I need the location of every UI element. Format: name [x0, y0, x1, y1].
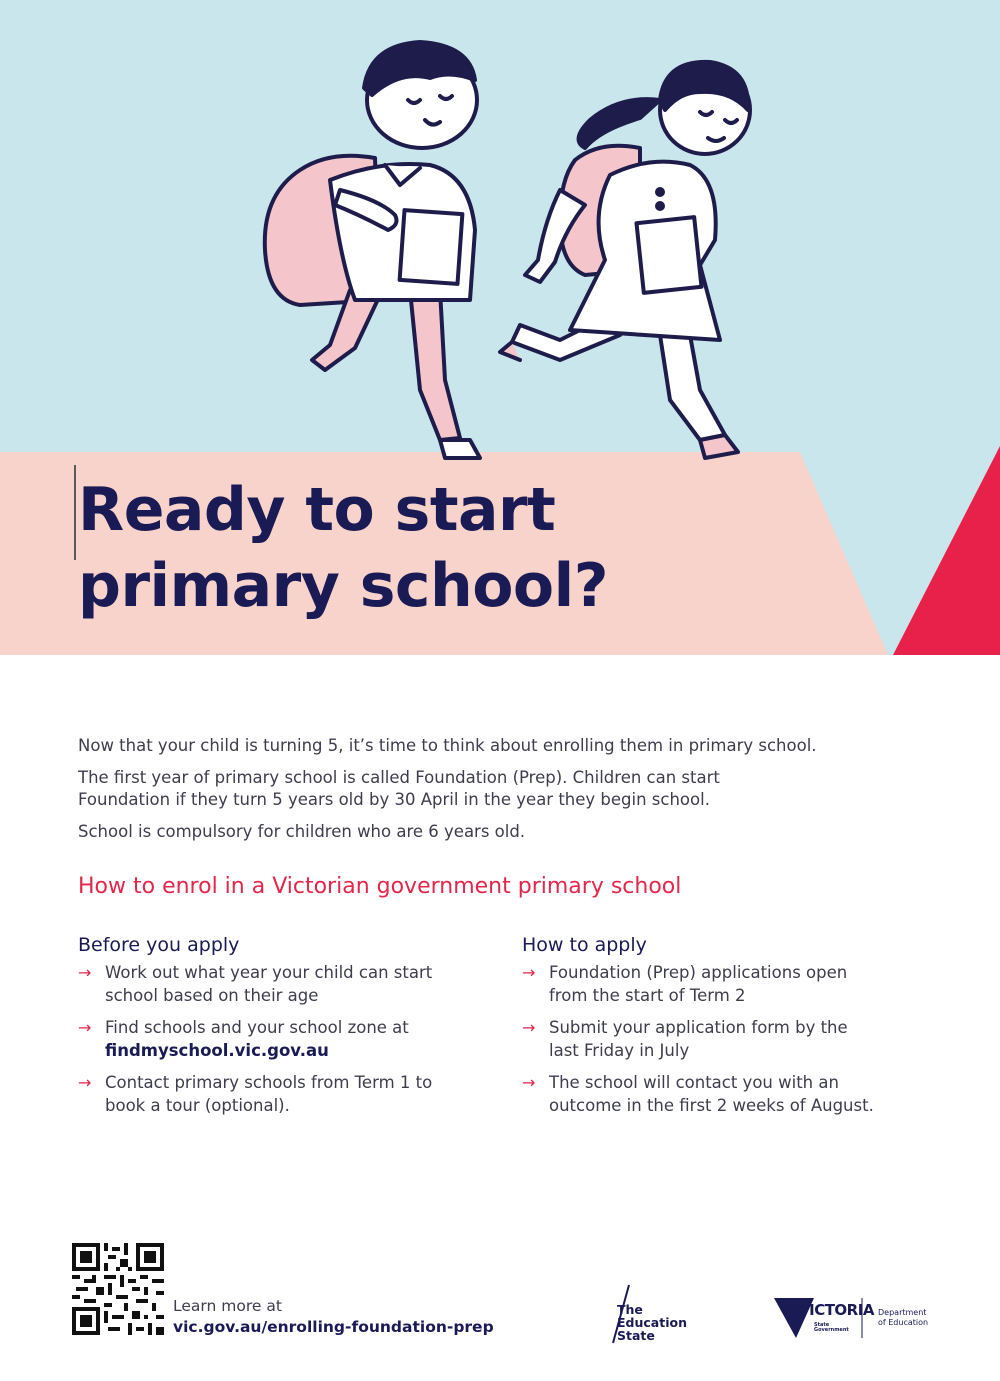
state-government-text [814, 1323, 849, 1333]
learn-more [173, 1296, 494, 1338]
list-item-line-2: book a tour (optional). [105, 1095, 290, 1115]
arrow-right-icon: → [522, 963, 536, 982]
qr-code[interactable] [72, 1243, 164, 1335]
text-cursor-marker [74, 465, 76, 560]
intro-paragraph-3: School is compulsory for children who are 6 years old. [78, 822, 526, 841]
education-state-word-2: Education [617, 1315, 687, 1330]
list-item-line-1: Work out what year your child can start [105, 963, 433, 982]
list-item-line-2: outcome in the first 2 weeks of August. [549, 1095, 874, 1115]
education-state-logo [605, 1283, 705, 1345]
intro-paragraph-1: Now that your child is turning 5, it’s time to think about enrolling them in primary school. [78, 736, 817, 755]
list-item [522, 962, 942, 1007]
before-you-apply-column [78, 934, 498, 1127]
arrow-right-icon: → [78, 1073, 92, 1092]
list-item-line-1: Submit your application form by the [549, 1018, 848, 1037]
list-item-line-1: Foundation (Prep) applications open [549, 963, 848, 982]
arrow-right-icon: → [78, 963, 92, 982]
learn-more-url[interactable]: vic.gov.au/enrolling-foundation-prep [173, 1318, 494, 1336]
list-item [78, 1017, 498, 1062]
how-to-apply-column [522, 934, 942, 1127]
red-triangle-decoration [893, 446, 1000, 655]
state-government-line-1: State [814, 1322, 830, 1328]
before-you-apply-heading: Before you apply [78, 934, 240, 956]
list-item [78, 962, 498, 1007]
intro-paragraph-2-line-1: The first year of primary school is called Foundation (Prep). Children can start [78, 768, 720, 787]
findmyschool-link[interactable]: findmyschool.vic.gov.au [105, 1040, 329, 1060]
list-item [78, 1072, 498, 1117]
education-state-word-3: State [617, 1328, 655, 1343]
department-line-2: of Education [878, 1318, 929, 1327]
girl-figure [500, 62, 750, 458]
page-title [78, 472, 608, 624]
title-line-1: Ready to start [78, 475, 556, 545]
education-state-word-1: The [617, 1302, 643, 1317]
list-item-line-2: school based on their age [105, 985, 319, 1005]
boy-figure [265, 42, 480, 458]
department-line-1: Department [878, 1308, 927, 1317]
before-you-apply-list [78, 962, 498, 1117]
how-to-apply-heading: How to apply [522, 934, 647, 956]
title-line-2: primary school? [78, 551, 609, 621]
victoria-wordmark: VICTORIA [798, 1301, 874, 1319]
intro-paragraph-2 [78, 767, 938, 811]
list-item-line-1: Find schools and your school zone at [105, 1018, 409, 1037]
intro-text [78, 735, 938, 853]
list-item-line-2: from the start of Term 2 [549, 985, 746, 1005]
list-item [522, 1072, 942, 1117]
hero-banner [0, 0, 1000, 655]
education-state-text [617, 1303, 687, 1342]
arrow-right-icon: → [522, 1018, 536, 1037]
how-to-apply-list [522, 962, 942, 1117]
arrow-right-icon: → [78, 1018, 92, 1037]
intro-paragraph-2-line-2: Foundation if they turn 5 years old by 30 April in the year they begin school. [78, 790, 710, 809]
list-item-line-2: last Friday in July [549, 1040, 690, 1060]
list-item-line-1: The school will contact you with an [549, 1073, 839, 1092]
state-government-line-2: Government [814, 1327, 849, 1333]
list-item [522, 1017, 942, 1062]
learn-more-label: Learn more at [173, 1297, 282, 1315]
victoria-logo [774, 1296, 944, 1340]
arrow-right-icon: → [522, 1073, 536, 1092]
section-heading: How to enrol in a Victorian government primary school [78, 874, 682, 899]
department-of-education-text [878, 1308, 928, 1328]
list-item-line-1: Contact primary schools from Term 1 to [105, 1073, 433, 1092]
